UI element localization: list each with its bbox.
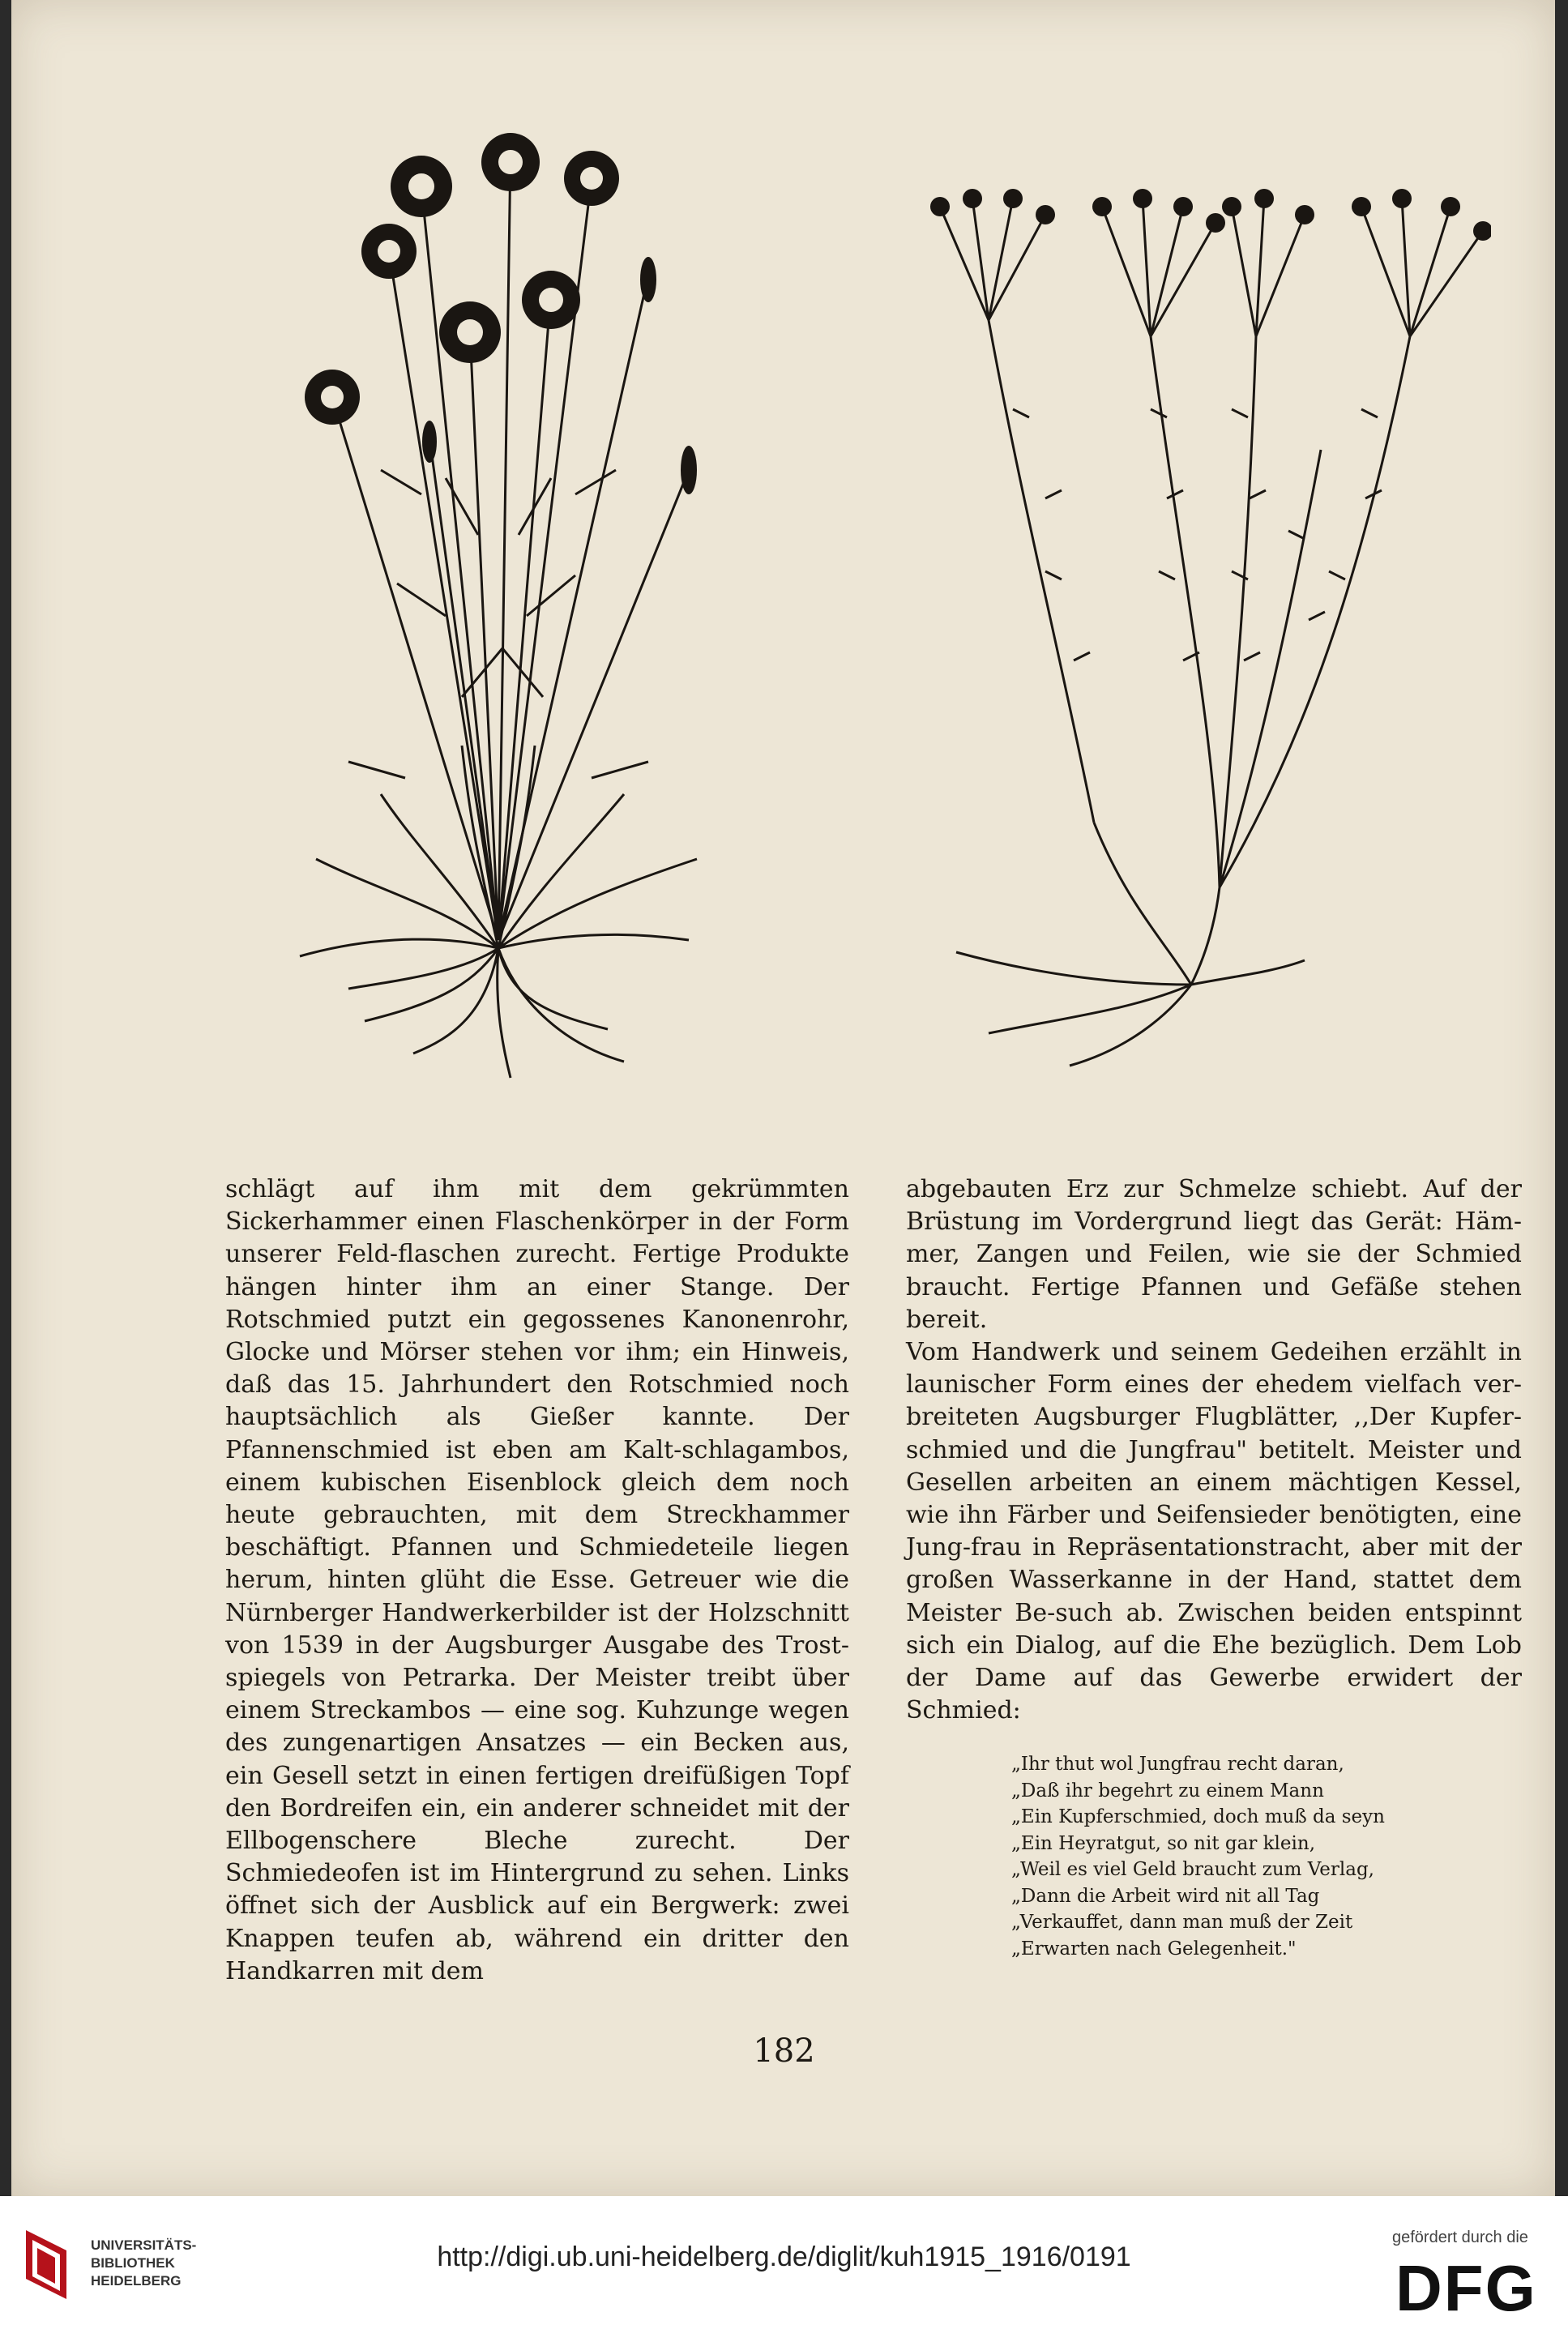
permalink-url[interactable]: http://digi.ub.uni-heidelberg.de/diglit/kuh1915_1916/0191	[437, 2242, 1131, 2272]
funding-caption: gefördert durch die	[1392, 2229, 1528, 2246]
poem-line: „Ein Kupferschmied, doch muß da seyn	[1011, 1806, 1385, 1828]
paragraph: Vom Handwerk und seinem Gedeihen erzählt in launischer Form eines der ehedem vielfach ver-breiteten Augsburger Flugblätter, ,,Der Kupfer-schmied und die Jungfrau" betitelt. Meister und Gesellen arbeiten an einem mächtigen Kessel, wie ihn Färber und Seifensieder benötigten, eine Jung-frau in Repräsentationstracht, aber mit der großen Wasserkanne in der Hand, stattet dem Meister Be-such ab. Zwischen beiden entspinnt sich ein Dialog, auf die Ehe bezüglich. Dem Lob der Dame auf das Gewerbe erwidert der Schmied:	[906, 1338, 1522, 1725]
poem-line: „Weil es viel Geld braucht zum Verlag,	[1011, 1859, 1374, 1881]
text-column-left	[225, 1173, 849, 1988]
library-line: UNIVERSITÄTS-	[91, 2237, 197, 2253]
page-number: 182	[753, 2032, 815, 2070]
woodcut-carnation-plant-illustration	[267, 130, 729, 1102]
paragraph: abgebauten Erz zur Schmelze schiebt. Auf der Brüstung im Vordergrund liegt das Gerät: Häm-mer, Zangen und Feilen, wie sie der Schmied braucht. Fertige Pfannen und Gefäße stehen bereit.	[906, 1175, 1522, 1334]
poem-line: „Erwarten nach Gelegenheit."	[1011, 1938, 1297, 1960]
poem-line: „Verkauffet, dann man muß der Zeit	[1011, 1912, 1353, 1934]
dfg-logo-icon: DFG	[1395, 2252, 1537, 2324]
library-line: HEIDELBERG	[91, 2273, 182, 2289]
poem-quote	[1011, 1751, 1522, 1962]
library-line: BIBLIOTHEK	[91, 2255, 175, 2271]
poem-line: „Daß ihr begehrt zu einem Mann	[1011, 1780, 1324, 1801]
poem-line: „Ein Heyratgut, so nit gar klein,	[1011, 1832, 1316, 1854]
woodcut-umbel-plant-illustration	[924, 174, 1491, 1074]
text-column-right	[906, 1173, 1522, 1962]
poem-line: „Dann die Arbeit wird nit all Tag	[1011, 1885, 1320, 1907]
paragraph: schlägt auf ihm mit dem gekrümmten Sickerhammer einen Flaschenkörper in der Form unserer Feld-flaschen zurecht. Fertige Produkte hängen hinter ihm an einer Stange. Der Rotschmied putzt ein gegossenes Kanonenrohr, Glocke und Mörser stehen vor ihm; ein Hinweis, daß das 15. Jahrhundert den Rotschmied noch hauptsächlich als Gießer kannte. Der Pfannenschmied ist eben am Kalt-schlagambos, einem kubischen Eisenblock gleich dem noch heute gebrauchten, mit dem Streckhammer beschäftigt. Pfannen und Schmiedeteile liegen herum, hinten glüht die Esse. Getreuer wie die Nürnberger Handwerkerbilder ist der Holzschnitt von 1539 in der Augsburger Ausgabe des Trost-spiegels von Petrarka. Der Meister treibt über einem Streckambos — eine sog. Kuhzunge wegen des zungenartigen Ansatzes — ein Becken aus, ein Gesell setzt in einen fertigen dreifüßigen Topf den Bordreifen ein, ein anderer schneidet mit der Ellbogenschere Bleche zurecht. Der Schmiedeofen ist im Hintergrund zu sehen. Links öffnet sich der Ausblick auf ein Bergwerk: zwei Knappen teufen ab, während ein dritter den Handkarren mit dem	[225, 1175, 849, 1985]
poem-line: „Ihr thut wol Jungfrau recht daran,	[1011, 1754, 1344, 1776]
